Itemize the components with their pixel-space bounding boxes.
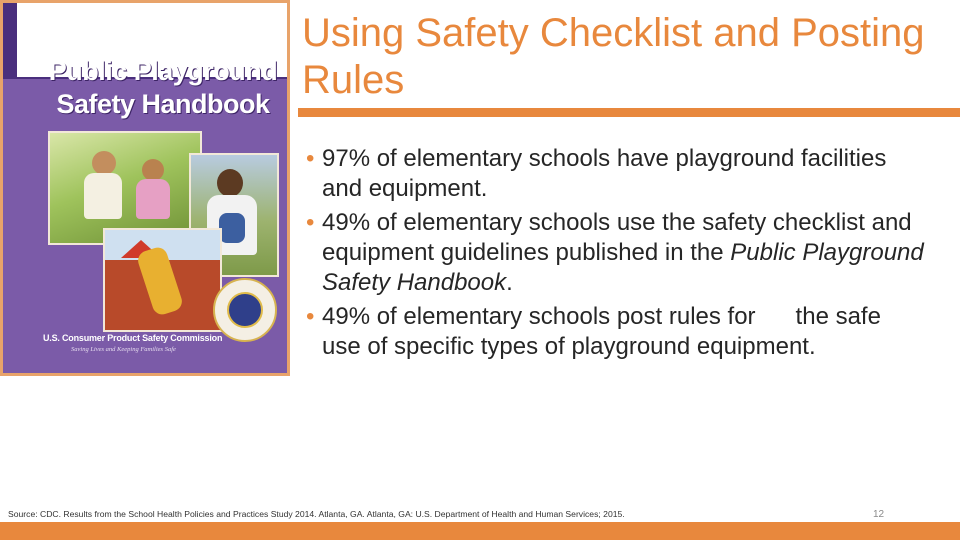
bullet-text: 49% of elementary schools use the safety checklist and equipment guidelines published in the <box>322 209 912 266</box>
cover-panel <box>3 3 287 373</box>
bullet-text-end: . <box>506 269 513 296</box>
bullet-list <box>306 144 926 366</box>
bullet-item <box>306 208 926 298</box>
source-citation: Source: CDC. Results from the School Health Policies and Practices Study 2014. Atlanta, GA. Atlanta, GA: U.S. Department of Health and Human Services; 2015. <box>8 509 625 519</box>
cover-title-line-1: Public Playground <box>48 56 278 86</box>
cover-agency-name: U.S. Consumer Product Safety Commission <box>43 333 223 343</box>
bullet-icon: • <box>306 303 315 330</box>
bottom-accent-bar <box>0 522 960 540</box>
bullet-text: 49% of elementary schools post rules for <box>322 303 756 330</box>
page-number: 12 <box>873 509 885 520</box>
cover-title-line-2: Safety Handbook <box>56 89 270 119</box>
title-underline <box>298 108 960 117</box>
handbook-cover-image <box>0 0 290 376</box>
cover-tagline: Saving Lives and Keeping Families Safe <box>71 346 176 353</box>
bullet-icon: • <box>306 209 315 236</box>
play-structure-photo <box>103 228 222 332</box>
bullet-item <box>306 144 926 204</box>
bullet-item <box>306 302 926 362</box>
handbook-title-italic: Public Playground Safety Handbook <box>322 239 924 296</box>
slide-title: Using Safety Checklist and Posting Rules <box>302 11 925 102</box>
bullet-text: 97% of elementary schools have playground facilities and equipment. <box>322 145 887 202</box>
bullet-text-cont: the safe use of specific types of playground equipment. <box>322 303 881 360</box>
bullet-icon: • <box>306 145 315 172</box>
cover-title <box>43 55 283 121</box>
